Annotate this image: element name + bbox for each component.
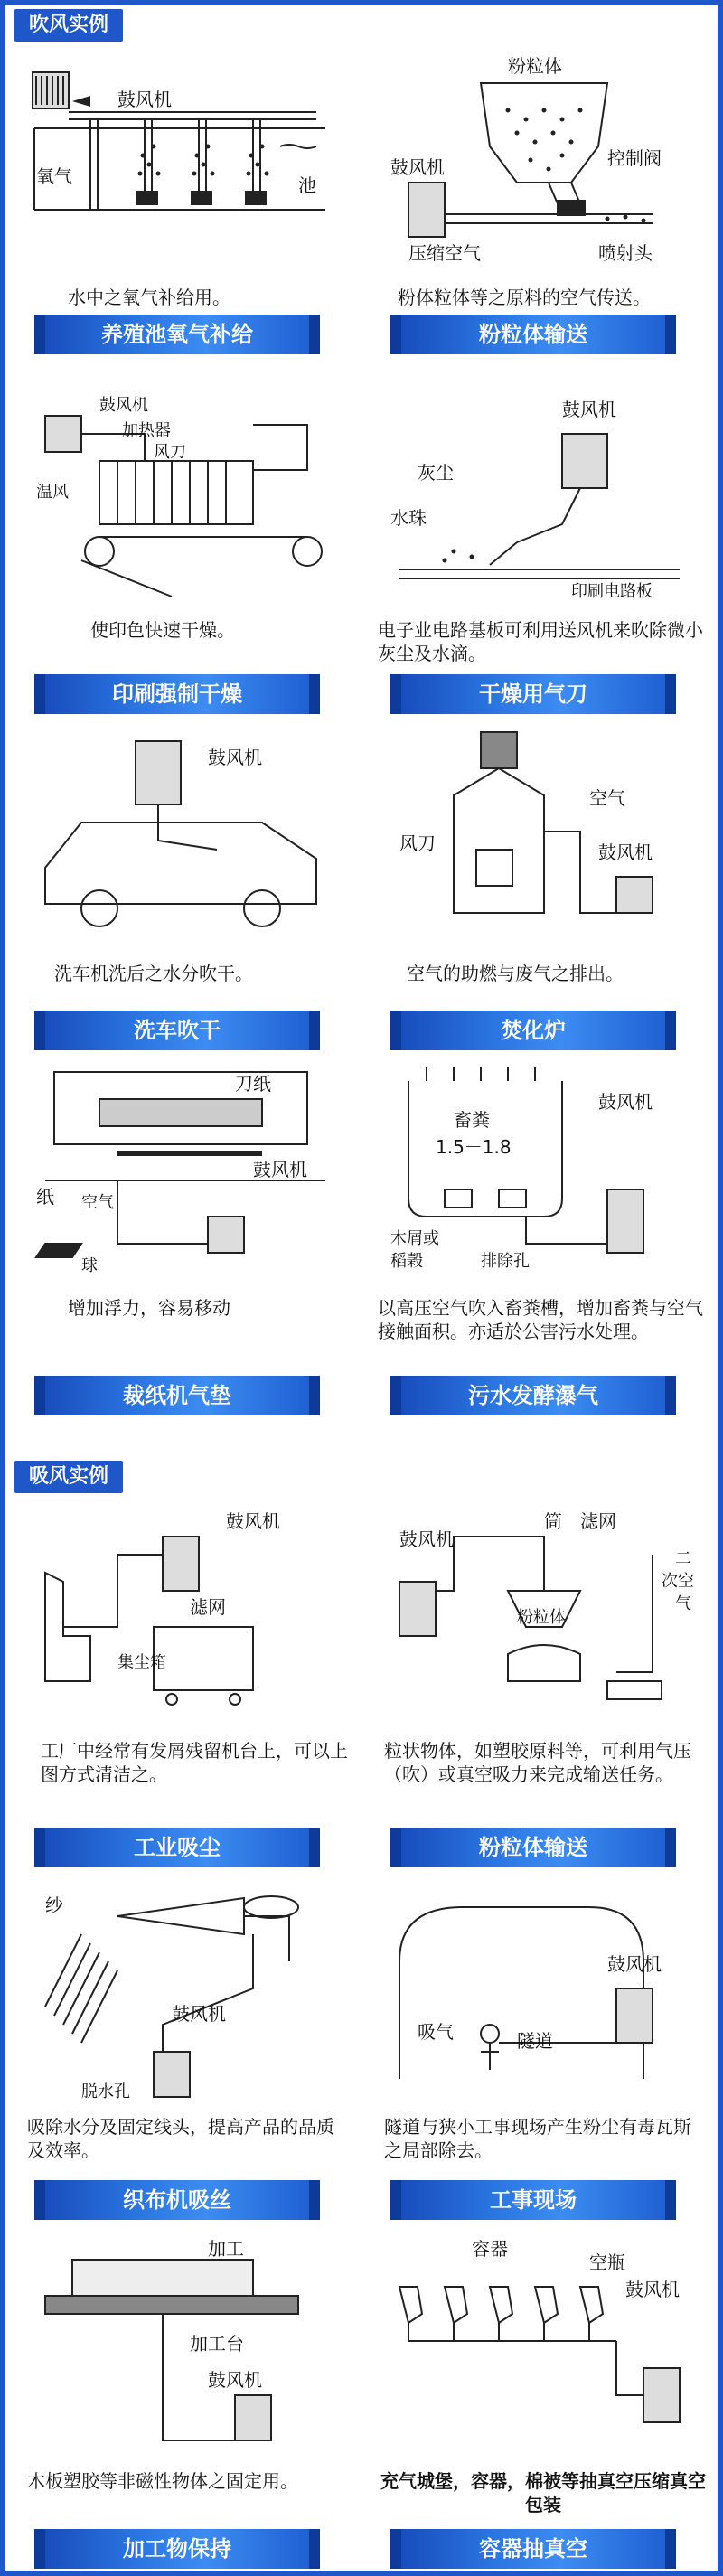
label-water-drops: 水珠 [390,507,427,529]
label-oxygen: 氧气 [36,165,72,187]
label-empty-bottle: 空瓶 [589,2252,625,2273]
title-bar: 加工物保持 [34,2529,320,2569]
illustration-container-vacuum [381,2233,698,2458]
label-suction: 吸气 [418,2021,454,2043]
illustration-paper-cutter [27,1063,343,1289]
illustration-print-drying [27,380,343,606]
illustration-workpiece-holding [27,2233,343,2458]
label-blower: 鼓风机 [390,156,445,178]
label-air: 空气 [589,787,625,809]
title-bar: 粉粒体输送 [390,315,676,354]
label-valve: 控制阀 [607,147,662,169]
label-drain-hole: 脱水孔 [81,2082,130,2101]
label-paper: 纸 [36,1186,54,1208]
illustration-powder-conveying [381,47,698,273]
illustration-loom [27,1880,343,2106]
title-bar: 印刷强制干燥 [34,674,320,714]
caption: 木板塑胶等非磁性物体之固定用。 [27,2470,298,2492]
title-bar: 洗车吹干 [34,1011,320,1050]
caption: 粉体粒体等之原料的空气传送。 [398,287,651,308]
title-bar: 污水发酵瀑气 [390,1376,676,1415]
label-yarn: 纱 [45,1894,63,1916]
caption: 工厂中经常有发屑残留机台上，可以上图方式清洁之。 [41,1740,348,1785]
illustration-pellet-conveying [381,1500,698,1726]
illustration-industrial-vacuum [27,1500,343,1726]
illustration-incinerator [381,723,698,949]
caption: 隧道与狭小工事现场产生粉尘有毒瓦斯之局部除去。 [384,2116,691,2161]
label-warm-air: 温风 [36,483,69,502]
caption: 以高压空气吹入畜粪槽，增加畜粪与空气接触面积。亦适於公害污水处理。 [378,1297,703,1342]
section-tag-blow: 吹风实例 [14,9,123,42]
illustration-air-knife [381,380,698,606]
label-blower: 鼓风机 [117,89,172,110]
caption: 粒状物体，如塑胶原料等，可利用气压（吹）或真空吸力来完成输送任务。 [384,1740,691,1785]
title-bar: 裁纸机气垫 [34,1376,320,1415]
illustration-car-wash [27,723,343,949]
title-bar: 工业吸尘 [34,1828,320,1867]
label-blower: 鼓风机 [598,1091,653,1113]
label-air-knife: 风刀 [399,832,436,854]
label-blade: 刀纸 [235,1073,271,1095]
label-blower: 鼓风机 [607,1953,662,1975]
label-dust: 灰尘 [418,462,454,484]
label-work-table: 加工台 [190,2333,244,2355]
title-bar: 织布机吸丝 [34,2180,320,2220]
illustration-tunnel [381,1880,698,2106]
label-heater: 加热器 [122,421,171,440]
label-dust-box: 集尘箱 [117,1653,166,1672]
section-tag-suck: 吸风实例 [14,1461,123,1493]
label-blower: 鼓风机 [253,1159,307,1180]
label-tube: 筒 [544,1510,562,1532]
label-blower: 鼓风机 [399,1528,454,1550]
title-bar: 容器抽真空 [390,2529,676,2569]
caption: 水中之氧气补给用。 [68,287,230,308]
label-compressed-air: 压缩空气 [408,242,481,264]
label-powder: 粉粒体 [508,55,562,77]
caption: 使印色快速干燥。 [90,619,235,641]
label-wood-chips: 木屑或 [390,1229,439,1248]
title-bar: 粉粒体输送 [390,1828,676,1867]
label-air: 空气 [81,1193,114,1212]
label-filter: 滤网 [580,1510,616,1532]
title-bar: 干燥用气刀 [390,674,676,714]
title-bar: 焚化炉 [390,1011,676,1050]
label-blower: 鼓风机 [226,1510,280,1532]
label-filter: 滤网 [190,1596,226,1618]
label-ratio: 1.5－1.8 [436,1136,512,1158]
label-rice-husk: 稻榖 [390,1252,423,1271]
label-blower: 鼓风机 [625,2279,680,2300]
label-second-air-2: 次空 [662,1572,694,1591]
label-tunnel: 隧道 [517,2030,553,2052]
label-second-air-3: 气 [675,1594,691,1613]
title-bar: 工事现场 [390,2180,676,2220]
label-workpiece: 加工 [208,2238,244,2260]
label-nozzle: 喷射头 [598,242,653,264]
caption: 电子业电路基板可利用送风机来吹除微小灰尘及水滴。 [378,619,703,664]
label-ball: 球 [81,1256,98,1275]
label-blower: 鼓风机 [208,2369,262,2391]
illustration-fish-pond [27,47,343,273]
label-pool: 池 [298,174,316,196]
illustration-sewage [381,1063,698,1289]
label-drain-hole: 排除孔 [481,1252,530,1271]
caption: 洗车机洗后之水分吹干。 [54,963,253,984]
label-blower: 鼓风机 [562,399,616,420]
label-manure: 畜粪 [454,1109,490,1131]
label-blower: 鼓风机 [208,747,262,768]
label-powder: 粉粒体 [517,1608,566,1627]
caption: 吸除水分及固定线头，提高产品的品质及效率。 [27,2116,334,2161]
label-second-air-1: 二 [675,1549,691,1568]
caption: 空气的助燃与废气之排出。 [407,963,624,984]
caption: 充气城堡，容器，棉被等抽真空压缩真空包装 [380,2470,706,2515]
label-circuit-board: 印刷电路板 [571,582,653,601]
label-blower: 鼓风机 [172,2003,226,2025]
title-bar: 养殖池氧气补给 [34,315,320,354]
label-blower: 鼓风机 [598,841,653,863]
label-air-knife: 风刀 [154,443,186,462]
label-container: 容器 [472,2238,508,2260]
label-blower: 鼓风机 [99,396,148,415]
caption: 增加浮力，容易移动 [68,1297,230,1319]
